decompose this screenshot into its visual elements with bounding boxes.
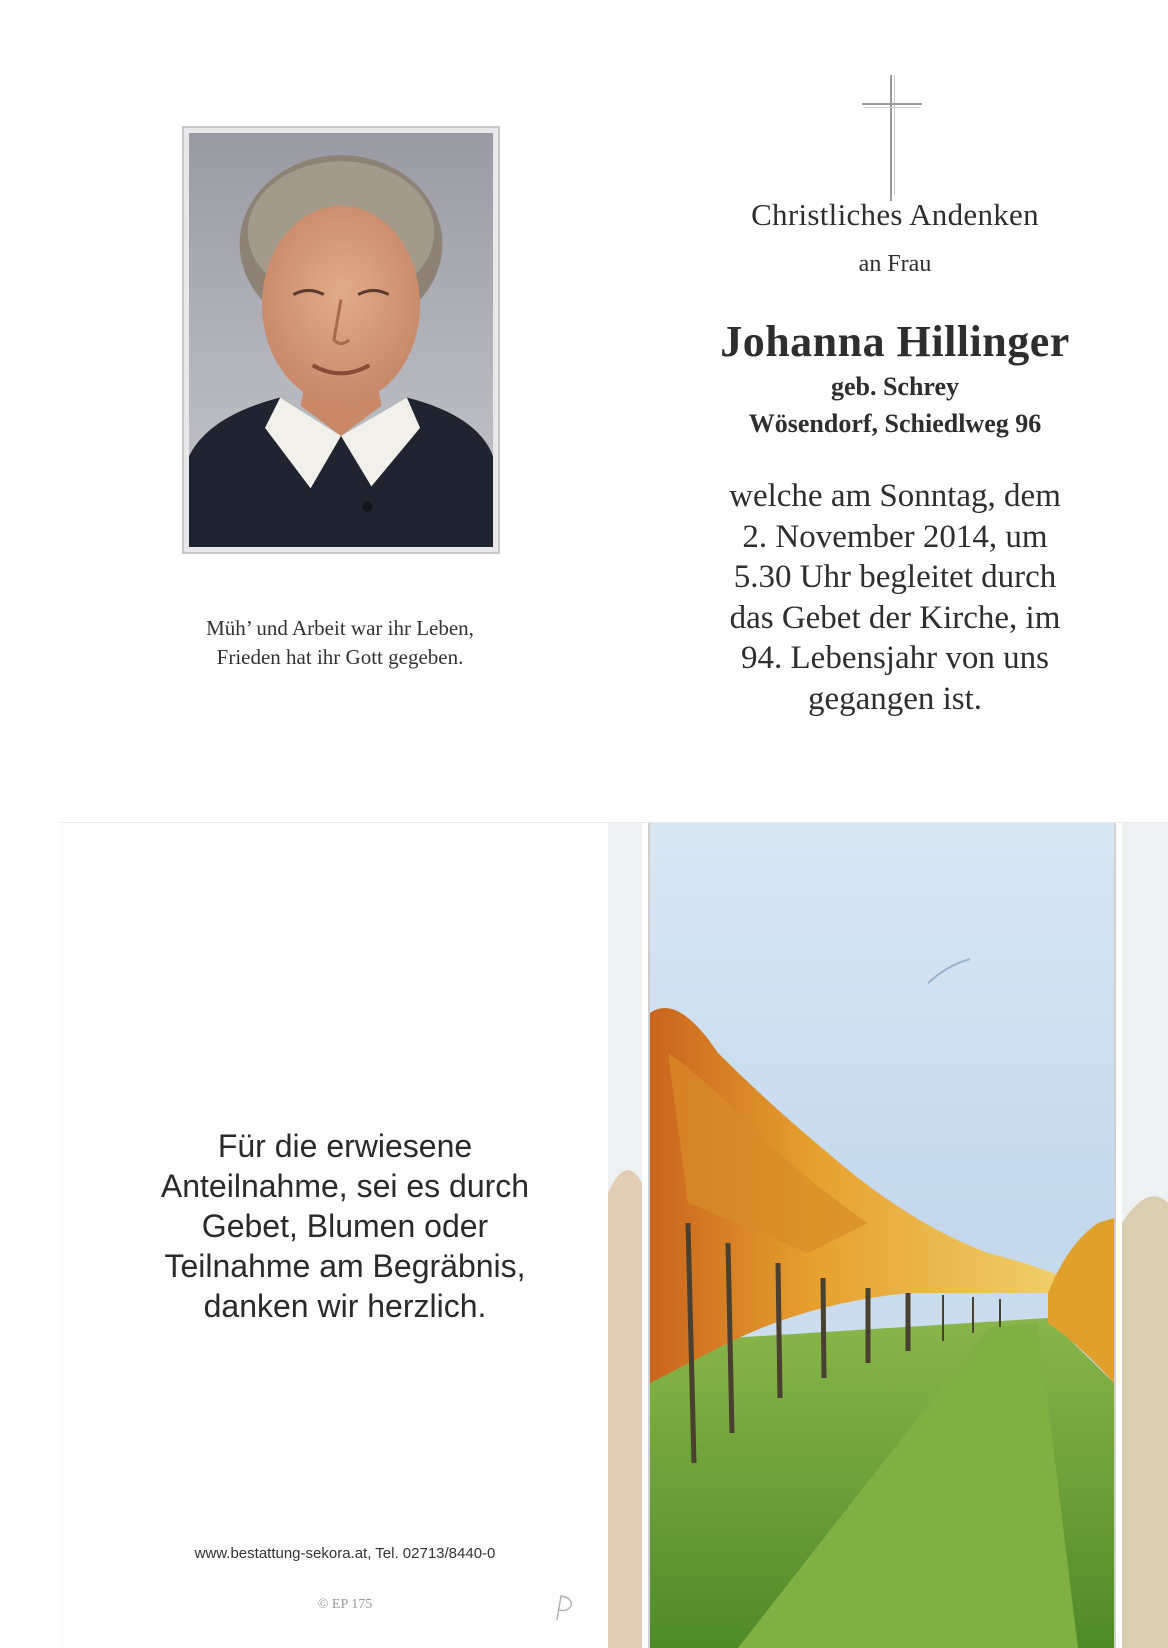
epitaph-quote xyxy=(150,614,530,672)
address: Wösendorf, Schiedlweg 96 xyxy=(748,409,1042,438)
announcement-line: gegangen ist. xyxy=(807,680,983,717)
vineyard-image xyxy=(608,823,1168,1648)
thanks-line: Für die erwiesene xyxy=(217,1128,473,1164)
announcement-line: 2. November 2014, um xyxy=(742,518,1048,555)
salutation: an Frau xyxy=(858,251,932,277)
scan-margin xyxy=(0,0,60,1648)
death-announcement xyxy=(680,476,1110,719)
card-title: Christliches Andenken xyxy=(751,197,1039,232)
announcement-line: welche am Sonntag, dem xyxy=(729,478,1061,514)
thanks-line: Teilnahme am Begräbnis, xyxy=(164,1248,526,1284)
funeral-home-contact: www.bestattung-sekora.at, Tel. 02713/8440-0 xyxy=(194,1545,496,1562)
handwritten-mark-icon xyxy=(553,1592,577,1622)
product-code: © EP 175 xyxy=(317,1597,373,1612)
cross-icon xyxy=(860,75,924,201)
deceased-name: Johanna Hillinger xyxy=(720,317,1070,366)
quote-line: Frieden hat ihr Gott gegeben. xyxy=(216,645,464,669)
announcement-line: 5.30 Uhr begleitet durch xyxy=(733,559,1057,595)
maiden-name: geb. Schrey xyxy=(830,372,960,401)
announcement-line: 94. Lebensjahr von uns xyxy=(741,640,1049,676)
portrait-photo xyxy=(182,126,500,554)
quote-line: Müh’ und Arbeit war ihr Leben, xyxy=(206,616,474,640)
thanks-line: Gebet, Blumen oder xyxy=(201,1208,489,1244)
thanks-message xyxy=(130,1126,560,1326)
thanks-line: Anteilnahme, sei es durch xyxy=(160,1168,530,1204)
announcement-line: das Gebet der Kirche, im xyxy=(729,599,1061,636)
thanks-line: danken wir herzlich. xyxy=(203,1288,487,1324)
